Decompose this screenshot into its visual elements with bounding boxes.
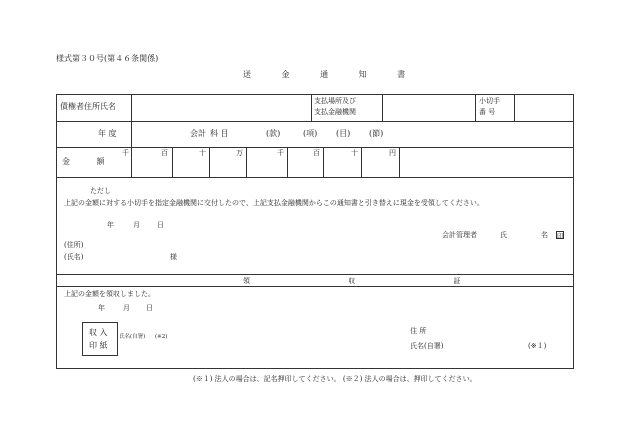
stamp-signature-label: 氏名(自署) <box>119 334 146 340</box>
honorific: 様 <box>170 253 177 261</box>
unit-juu-1: 十 <box>199 149 206 157</box>
col-divider <box>131 147 132 177</box>
proviso-label: ただし <box>90 187 111 195</box>
manager-name-label-1: 氏 <box>500 231 507 239</box>
notice-body: 上記の金額に対する小切手を指定金融機関に交付したので、上記支払金融機関からこの通知書と引き替えに現金を受領してください。 <box>64 199 484 207</box>
payee-name-label: (氏名) <box>64 253 84 261</box>
form-number: 様式第３０号(第４６条関係) <box>56 54 159 63</box>
payee-address-label: (住所) <box>64 241 84 249</box>
col-divider <box>311 94 312 121</box>
manager-label: 会計管理者 <box>442 231 477 239</box>
unit-hyaku-1: 百 <box>161 149 168 157</box>
receipt-date-month: 月 <box>123 304 130 312</box>
revenue-stamp-label-2: 印 紙 <box>89 341 108 350</box>
digit-divider <box>287 147 288 177</box>
digit-divider <box>172 147 173 177</box>
notice-date-day: 日 <box>157 221 164 229</box>
digit-divider <box>399 147 400 177</box>
manager-name-label-2: 名 <box>541 231 548 239</box>
unit-sen-2: 千 <box>277 149 284 157</box>
unit-man: 万 <box>236 149 243 157</box>
account-label: 会計 <box>190 129 206 138</box>
revenue-stamp-label-1: 収 入 <box>89 328 108 337</box>
receiver-address-label: 住 所 <box>410 327 427 335</box>
digit-divider <box>246 147 247 177</box>
receipt-body: 上記の金額を領収しました。 <box>64 290 155 298</box>
digit-divider <box>361 147 362 177</box>
row-divider <box>56 177 574 178</box>
payment-place-label: 支払場所及び <box>314 97 356 105</box>
amount-label: 金 額 <box>62 157 117 166</box>
row-divider <box>56 147 574 148</box>
col-divider <box>475 94 476 121</box>
digit-divider <box>323 147 324 177</box>
unit-yen: 円 <box>389 149 396 157</box>
kou-label: (項) <box>303 129 318 138</box>
fiscal-year-label: 年 度 <box>98 129 117 138</box>
official-seal-mark: 印 <box>557 232 564 240</box>
check-label: 小切手 <box>479 97 500 105</box>
unit-hyaku-2: 百 <box>313 149 320 157</box>
notice-date-year: 年 <box>107 221 114 229</box>
unit-juu-2: 十 <box>351 149 358 157</box>
receiver-note-1: (※１) <box>528 342 547 350</box>
receipt-date-year: 年 <box>98 304 105 312</box>
payment-bank-label: 支払金融機関 <box>314 108 356 116</box>
digit-divider <box>209 147 210 177</box>
receipt-title-divider <box>56 286 574 287</box>
col-divider <box>382 94 383 121</box>
row-divider <box>56 121 574 122</box>
kan-label: (款) <box>266 129 281 138</box>
col-divider <box>514 94 515 121</box>
unit-sen-1: 千 <box>122 149 129 157</box>
row-divider <box>56 274 574 275</box>
receipt-title: 領 収 証 <box>243 277 509 285</box>
document-title: 送 金 通 知 書 <box>243 70 420 79</box>
check-number-label: 番 号 <box>479 108 496 116</box>
footnote: (※１) 法人の場合は、記名押印してください。 (※２) 法人の場合は、押印してください。 <box>193 375 477 383</box>
subject-label: 科 目 <box>210 129 229 138</box>
creditor-label: 債権者住所氏名 <box>60 102 116 111</box>
setsu-label: (節) <box>369 129 384 138</box>
stamp-note-2: (※2) <box>155 334 168 340</box>
notice-date-month: 月 <box>133 221 140 229</box>
receipt-date-day: 日 <box>146 304 153 312</box>
moku-label: (目) <box>336 129 351 138</box>
receiver-signature-label: 氏名(自署) <box>410 342 444 350</box>
